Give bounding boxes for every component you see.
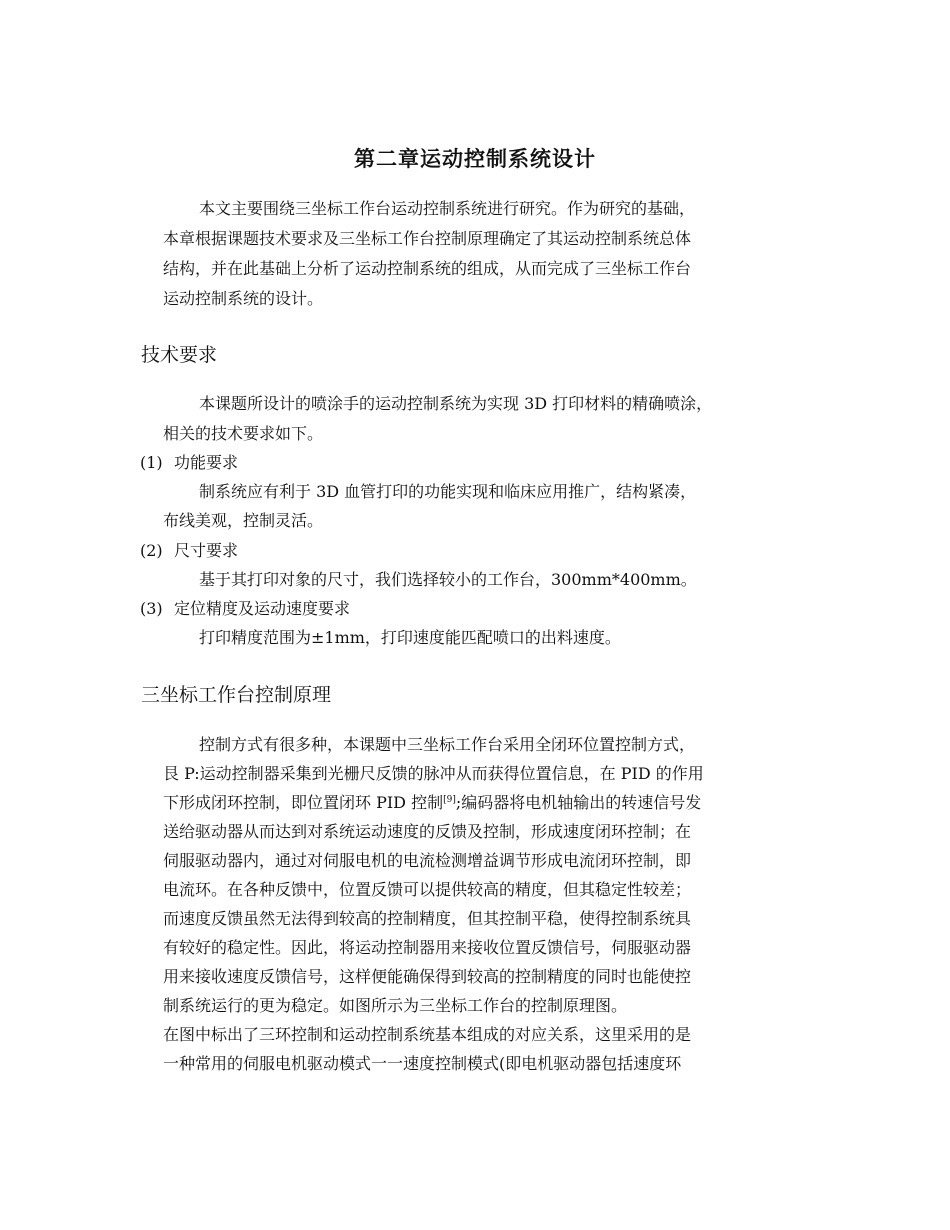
item2-text-line-1: 基于其打印对象的尺寸，我们选择较小的工作台，300mm*400mm。 xyxy=(199,570,697,589)
item-number-2: (2) xyxy=(140,541,163,560)
section2-para-line-3-rest: ;编码器将电机轴输出的转速信号发 xyxy=(455,793,702,812)
section2-para-line-3 xyxy=(163,793,701,813)
section2-para-line-4: 送给驱动器从而达到对系统运动速度的反馈及控制，形成速度闭环控制；在 xyxy=(163,822,692,841)
item-label-precision: 定位精度及运动速度要求 xyxy=(174,599,351,618)
section2-para-line-2: 艮 P:运动控制器采集到光栅尺反馈的脉冲从而获得位置信息，在 PID 的作用 xyxy=(163,764,704,783)
section2-para-line-11: 在图中标出了三环控制和运动控制系统基本组成的对应关系，这里采用的是 xyxy=(163,1025,692,1044)
section2-para-line-6: 电流环。在各种反馈中，位置反馈可以提供较高的精度，但其稳定性较差； xyxy=(163,880,692,899)
item-label-function: 功能要求 xyxy=(174,453,239,472)
chapter-title: 第二章运动控制系统设计 xyxy=(354,147,596,171)
section2-para-line-12: 一种常用的伺服电机驱动模式一一速度控制模式(即电机驱动器包括速度环 xyxy=(163,1054,682,1073)
section2-para-line-10: 制系统运行的更为稳定。如图所示为三坐标工作台的控制原理图。 xyxy=(163,996,628,1015)
section-title-control-principle: 三坐标工作台控制原理 xyxy=(141,684,332,706)
section2-para-line-5: 伺服驱动器内，通过对伺服电机的电流检测增益调节形成电流闭环控制，即 xyxy=(163,851,692,870)
item-number-3: (3) xyxy=(140,599,163,618)
intro-line-2: 本章根据课题技术要求及三坐标工作台控制原理确定了其运动控制系统总体 xyxy=(163,229,692,248)
section2-para-line-7: 而速度反馈虽然无法得到较高的控制精度，但其控制平稳，使得控制系统具 xyxy=(163,909,692,928)
citation-ref: [9] xyxy=(443,795,456,805)
section1-para-line-1: 本课题所设计的喷涂手的运动控制系统为实现 3D 打印材料的精确喷涂， xyxy=(199,394,713,413)
section2-para-line-3-text: 下形成闭环控制，即位置闭环 PID 控制 xyxy=(163,793,444,812)
section2-para-line-9: 用来接收速度反馈信号，这样便能确保得到较高的控制精度的同时也能使控 xyxy=(163,967,692,986)
item1-text-line-1: 制系统应有利于 3D 血管打印的功能实现和临床应用推广，结构紧凑， xyxy=(199,482,697,501)
section2-para-line-1: 控制方式有很多种，本课题中三坐标工作台采用全闭环位置控制方式， xyxy=(199,735,696,754)
item-number-1: (1) xyxy=(140,453,163,472)
intro-line-1: 本文主要围绕三坐标工作台运动控制系统进行研究。作为研究的基础， xyxy=(199,199,696,218)
item-label-size: 尺寸要求 xyxy=(174,541,239,560)
item3-text-line-1: 打印精度范围为±1mm，打印速度能匹配喷口的出料速度。 xyxy=(199,628,621,647)
section2-para-line-8: 有较好的稳定性。因此，将运动控制器用来接收位置反馈信号，伺服驱动器 xyxy=(163,938,692,957)
item1-text-line-2: 布线美观，控制灵活。 xyxy=(163,511,324,530)
section1-para-line-2: 相关的技术要求如下。 xyxy=(163,424,324,443)
intro-line-3: 结构，并在此基础上分析了运动控制系统的组成，从而完成了三坐标工作台 xyxy=(163,259,692,278)
section-title-technical-requirements: 技术要求 xyxy=(141,344,218,366)
intro-line-4: 运动控制系统的设计。 xyxy=(163,289,324,308)
